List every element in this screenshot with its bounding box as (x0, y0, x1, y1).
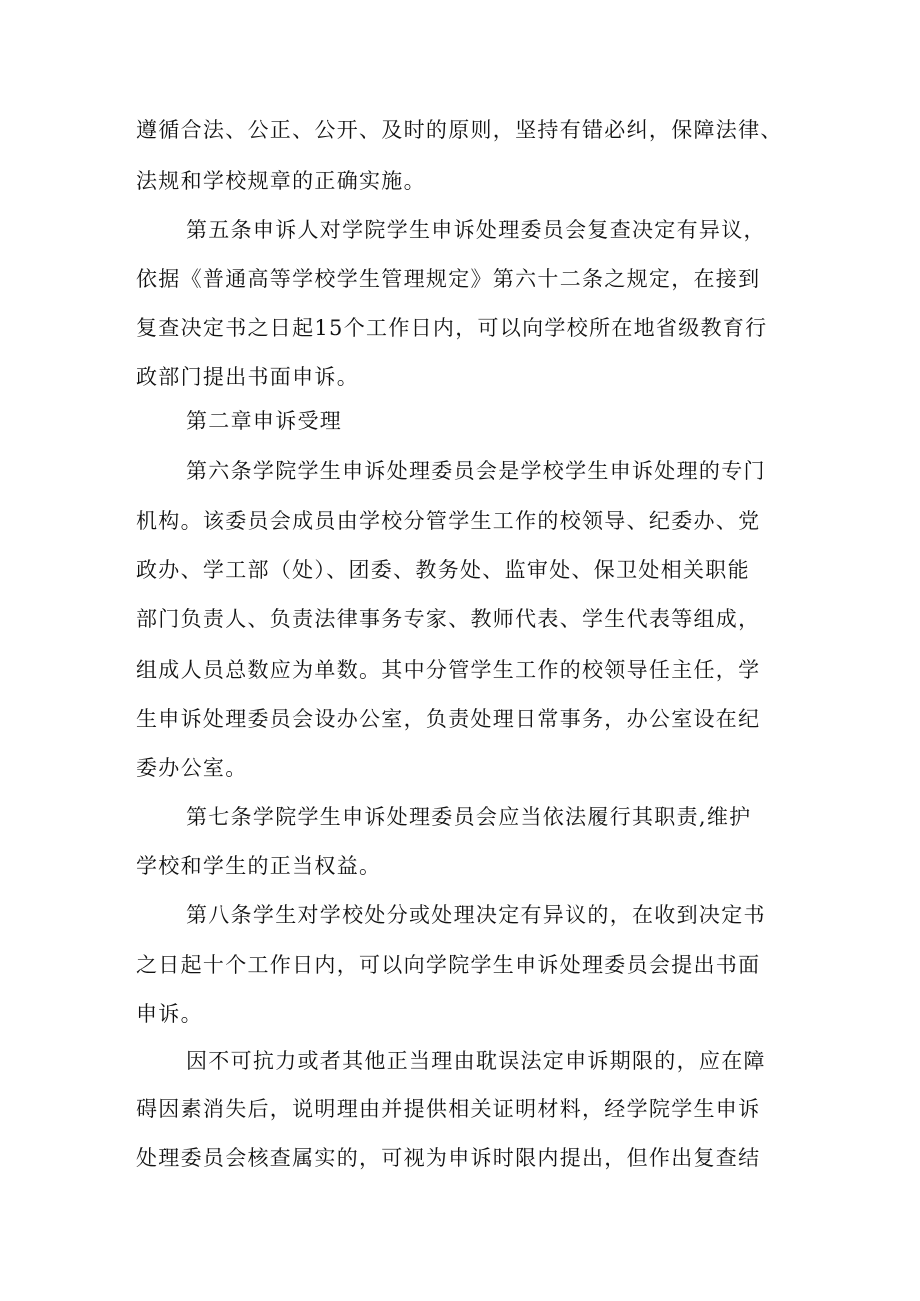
text-line: 申诉。 (136, 1002, 203, 1026)
text-line: 法规和学校规章的正确实施。 (136, 169, 426, 193)
text-line: 依据《普通高等学校学生管理规定》第六十二条之规定，在接到 (136, 267, 761, 291)
text-line: 之日起十个工作日内，可以向学院学生申诉处理委员会提出书面 (136, 953, 761, 977)
text-line: 碍因素消失后，说明理由并提供相关证明材料，经学院学生申诉 (136, 1097, 761, 1121)
text-line: 组成人员总数应为单数。其中分管学生工作的校领导任主任，学 (136, 658, 761, 682)
text-line: 第六条学院学生申诉处理委员会是学校学生申诉处理的专门 (186, 459, 766, 483)
text-line: 政部门提出书面申诉。 (136, 365, 359, 389)
text-line: 部门负责人、负责法律事务专家、教师代表、学生代表等组成， (136, 607, 761, 631)
section-heading: 第二章申诉受理 (186, 409, 343, 433)
text-line: 委办公室。 (136, 756, 248, 780)
text-line: 因不可抗力或者其他正当理由耽误法定申诉期限的，应在障 (186, 1049, 766, 1073)
text-line: 政办、学工部（处）、团委、教务处、监审处、保卫处相关职能 (136, 558, 750, 582)
text-line: 复查决定书之日起15个工作日内，可以向学校所在地省级教育行 (136, 316, 768, 340)
text-line: 生申诉处理委员会设办公室，负责处理日常事务，办公室设在纪 (136, 707, 761, 731)
text-line: 处理委员会核查属实的，可视为申诉时限内提出，但作出复查结 (136, 1146, 761, 1170)
text-line: 第五条申诉人对学院学生申诉处理委员会复查决定有异议， (186, 218, 766, 242)
text-line: 遵循合法、公正、公开、及时的原则，坚持有错必纠，保障法律、 (136, 118, 783, 142)
text-line: 第七条学院学生申诉处理委员会应当依法履行其职责,维护 (186, 805, 752, 829)
text-line: 学校和学生的正当权益。 (136, 854, 382, 878)
text-line: 第八条学生对学校处分或处理决定有异议的，在收到决定书 (186, 903, 766, 927)
text-line: 机构。该委员会成员由学校分管学生工作的校领导、纪委办、党 (136, 509, 761, 533)
